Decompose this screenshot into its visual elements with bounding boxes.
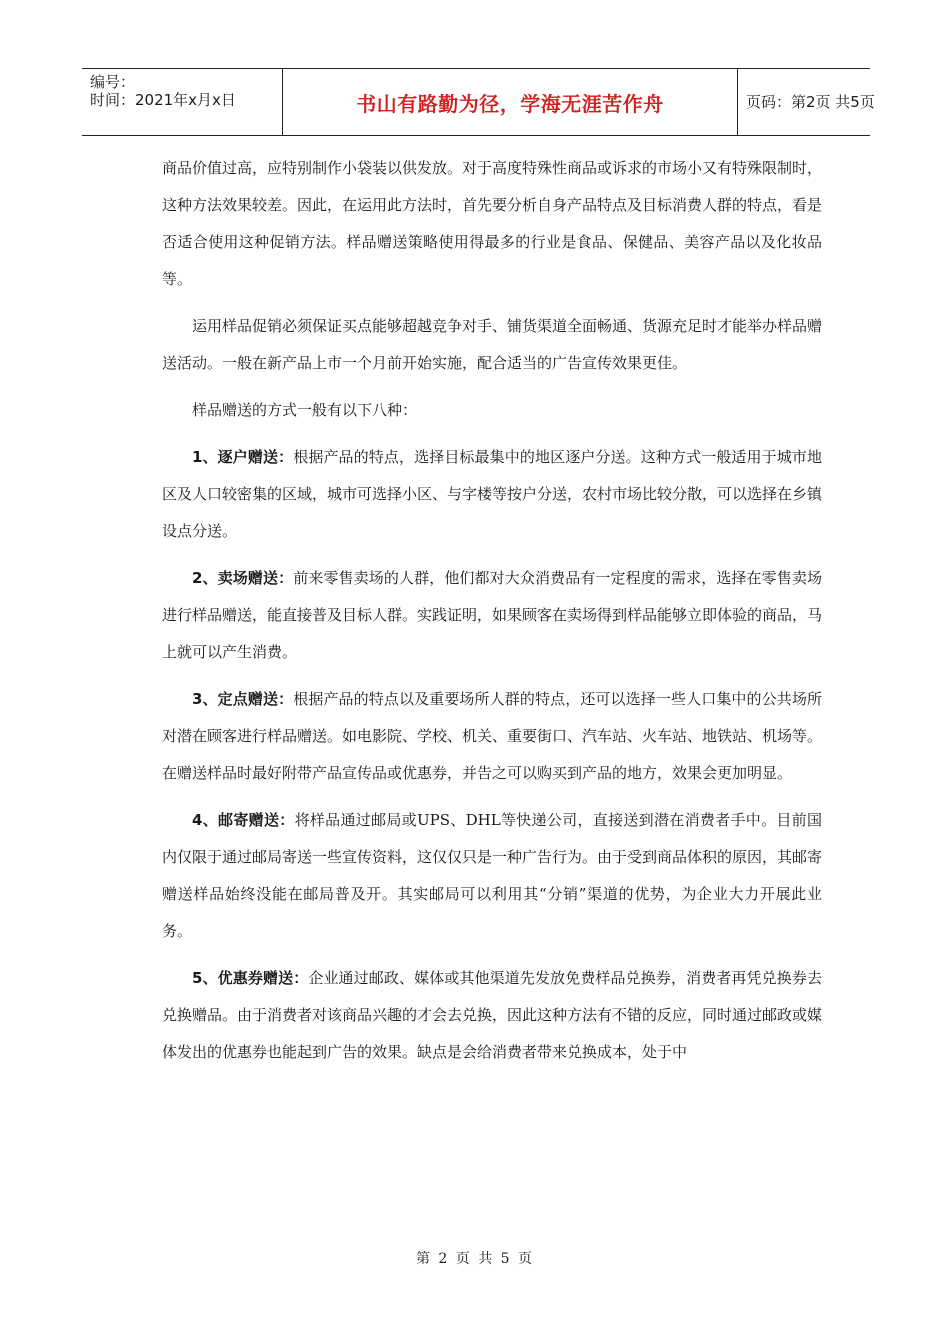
method-item-3 [162, 681, 822, 792]
method-item-4 [162, 802, 822, 950]
header-motto-cell [282, 69, 738, 135]
method-text: 根据产品的特点以及重要场所人群的特点，还可以选择一些人口集中的公共场所对潜在顾客进行样品赠送。如电影院、学校、机关、重要街口、汽车站、火车站、地铁站、机场等。在赠送样品时最好附带产品宣传品或优惠券，并告之可以购买到产品的地方，效果会更加明显。 [162, 690, 823, 782]
time-label: 时间：2021年x月x日 [90, 91, 236, 109]
header-meta-cell [82, 69, 282, 135]
method-text: 将样品通过邮局或UPS、DHL等快递公司，直接送到潜在消费者手中。目前国内仅限于通过邮局寄送一些宣传资料，这仅仅只是一种广告行为。由于受到商品体积的原因，其邮寄赠送样品始终没能在邮局普及开。其实邮局可以利用其“分销”渠道的优势，为企业大力开展此业务。 [162, 811, 823, 940]
method-heading: 3、定点赠送： [192, 690, 294, 708]
method-item-2 [162, 560, 822, 671]
page-footer: 第 2 页 共 5 页 [415, 1251, 535, 1267]
method-heading: 2、卖场赠送： [192, 569, 294, 587]
method-item-1 [162, 439, 822, 550]
paragraph-3: 样品赠送的方式一般有以下八种： [192, 401, 418, 419]
method-heading: 5、优惠券赠送： [192, 969, 309, 987]
document-body [162, 150, 822, 1081]
paragraph-2: 运用样品促销必须保证买点能够超越竞争对手、铺货渠道全面畅通、货源充足时才能举办样品赠送活动。一般在新产品上市一个月前开始实施，配合适当的广告宣传效果更佳。 [162, 317, 823, 372]
method-text: 前来零售卖场的人群，他们都对大众消费品有一定程度的需求，选择在零售卖场进行样品赠送，能直接普及目标人群。实践证明，如果顾客在卖场得到样品能够立即体验的商品，马上就可以产生消费。 [162, 569, 823, 661]
document-header [82, 68, 875, 136]
paragraph-1: 商品价值过高，应特别制作小袋装以供发放。对于高度特殊性商品或诉求的市场小又有特殊限制时，这种方法效果较差。因此，在运用此方法时，首先要分析自身产品特点及目标消费人群的特点，看是否适合使用这种促销方法。样品赠送策略使用得最多的行业是食品、保健品、美容产品以及化妆品等。 [162, 159, 823, 288]
header-page-cell [738, 69, 875, 135]
method-item-5 [162, 960, 822, 1071]
method-text: 根据产品的特点，选择目标最集中的地区逐户分送。这种方式一般适用于城市地区及人口较密集的区域，城市可选择小区、与字楼等按户分送，农村市场比较分散，可以选择在乡镇设点分送。 [162, 448, 823, 540]
method-text: 企业通过邮政、媒体或其他渠道先发放免费样品兑换券，消费者再凭兑换券去兑换赠品。由于消费者对该商品兴趣的才会去兑换，因此这种方法有不错的反应，同时通过邮政或媒体发出的优惠券也能起到广告的效果。缺点是会给消费者带来兑换成本，处于中 [162, 969, 823, 1061]
number-label: 编号： [90, 73, 136, 91]
method-heading: 1、逐户赠送： [192, 448, 294, 466]
motto-text: 书山有路勤为径，学海无涯苦作舟 [356, 91, 664, 116]
method-heading: 4、邮寄赠送： [192, 811, 295, 829]
page-info: 页码：第2页 共5页 [746, 93, 875, 111]
